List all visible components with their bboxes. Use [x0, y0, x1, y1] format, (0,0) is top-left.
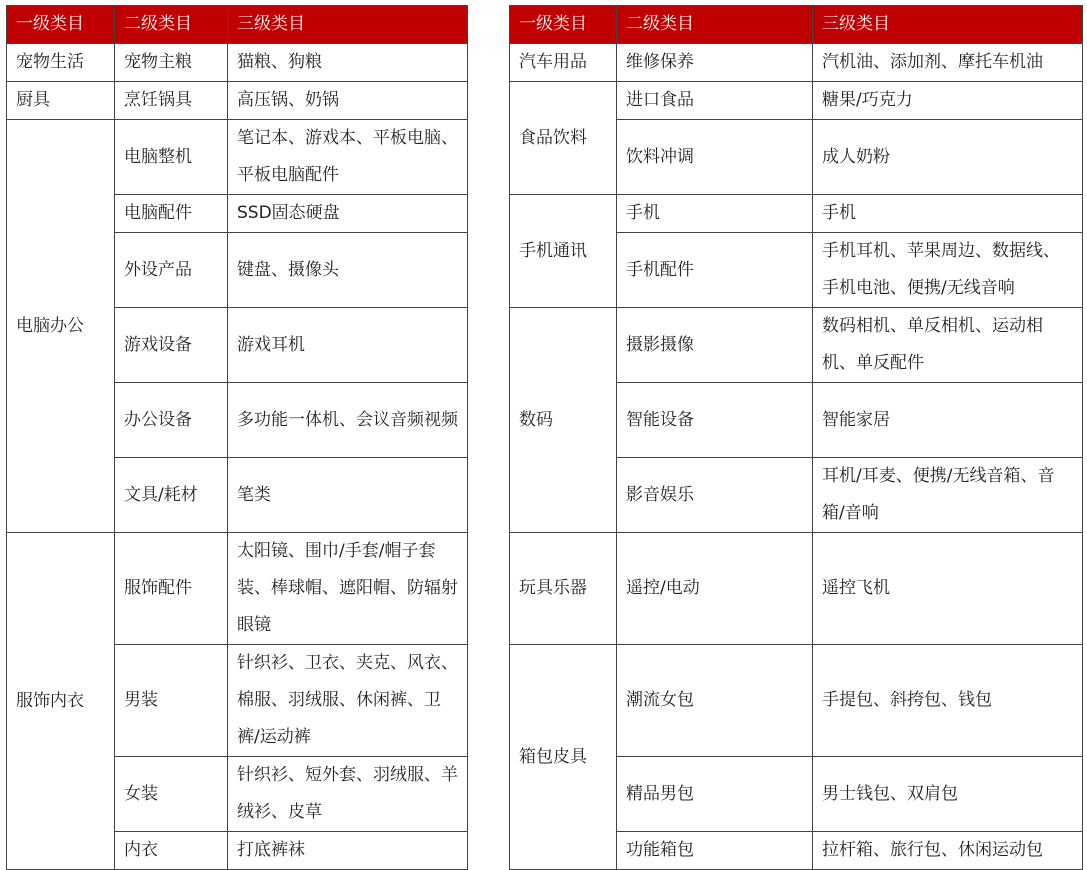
- level2-cell: 宠物主粮: [115, 44, 228, 82]
- level3-cell: 手机耳机、苹果周边、数据线、手机电池、便携/无线音响: [813, 233, 1083, 308]
- level2-cell: 内衣: [115, 832, 228, 870]
- category-table-left: [6, 5, 468, 870]
- table-row: [7, 533, 468, 645]
- level3-cell: 遥控飞机: [813, 533, 1083, 645]
- level3-cell: SSD固态硬盘: [228, 195, 468, 233]
- level3-cell: 耳机/耳麦、便携/无线音箱、音箱/音响: [813, 458, 1083, 533]
- category-table-right: [509, 5, 1083, 870]
- table-row: [510, 82, 1083, 120]
- table-row: [510, 645, 1083, 757]
- level3-cell: 糖果/巧克力: [813, 82, 1083, 120]
- header-level3: 三级类目: [228, 6, 468, 44]
- level2-cell: 潮流女包: [617, 645, 813, 757]
- level2-cell: 女装: [115, 757, 228, 832]
- table-row: [510, 533, 1083, 645]
- level3-cell: 多功能一体机、会议音频视频: [228, 383, 468, 458]
- table-row: [510, 308, 1083, 383]
- level1-cell: 电脑办公: [7, 120, 115, 533]
- header-level1: 一级类目: [7, 6, 115, 44]
- level1-cell: 汽车用品: [510, 44, 617, 82]
- level3-cell: 男士钱包、双肩包: [813, 757, 1083, 832]
- level3-cell: 猫粮、狗粮: [228, 44, 468, 82]
- level2-cell: 进口食品: [617, 82, 813, 120]
- table-row: [510, 44, 1083, 82]
- level2-cell: 烹饪锅具: [115, 82, 228, 120]
- level1-cell: 厨具: [7, 82, 115, 120]
- level1-cell: 玩具乐器: [510, 533, 617, 645]
- level3-cell: 高压锅、奶锅: [228, 82, 468, 120]
- level2-cell: 文具/耗材: [115, 458, 228, 533]
- level3-cell: 汽机油、添加剂、摩托车机油: [813, 44, 1083, 82]
- level3-cell: 键盘、摄像头: [228, 233, 468, 308]
- level1-cell: 食品饮料: [510, 82, 617, 195]
- level2-cell: 外设产品: [115, 233, 228, 308]
- level2-cell: 精品男包: [617, 757, 813, 832]
- level3-cell: 手机: [813, 195, 1083, 233]
- level2-cell: 摄影摄像: [617, 308, 813, 383]
- level3-cell: 针织衫、卫衣、夹克、风衣、棉服、羽绒服、休闲裤、卫裤/运动裤: [228, 645, 468, 757]
- level3-cell: 打底裤袜: [228, 832, 468, 870]
- level2-cell: 影音娱乐: [617, 458, 813, 533]
- level2-cell: 手机: [617, 195, 813, 233]
- level2-cell: 遥控/电动: [617, 533, 813, 645]
- table-row: [7, 44, 468, 82]
- level2-cell: 智能设备: [617, 383, 813, 458]
- header-level2: 二级类目: [115, 6, 228, 44]
- header-row: [7, 6, 468, 44]
- header-row: [510, 6, 1083, 44]
- level1-cell: 服饰内衣: [7, 533, 115, 870]
- header-level2: 二级类目: [617, 6, 813, 44]
- table-row: [510, 195, 1083, 233]
- level3-cell: 拉杆箱、旅行包、休闲运动包: [813, 832, 1083, 870]
- level1-cell: 箱包皮具: [510, 645, 617, 870]
- header-level1: 一级类目: [510, 6, 617, 44]
- level1-cell: 宠物生活: [7, 44, 115, 82]
- level2-cell: 男装: [115, 645, 228, 757]
- table-row: [7, 120, 468, 195]
- table-row: [7, 82, 468, 120]
- level3-cell: 笔类: [228, 458, 468, 533]
- level3-cell: 智能家居: [813, 383, 1083, 458]
- level3-cell: 太阳镜、围巾/手套/帽子套装、棒球帽、遮阳帽、防辐射眼镜: [228, 533, 468, 645]
- level3-cell: 笔记本、游戏本、平板电脑、平板电脑配件: [228, 120, 468, 195]
- level2-cell: 电脑配件: [115, 195, 228, 233]
- level2-cell: 饮料冲调: [617, 120, 813, 195]
- level3-cell: 数码相机、单反相机、运动相机、单反配件: [813, 308, 1083, 383]
- level2-cell: 手机配件: [617, 233, 813, 308]
- level1-cell: 手机通讯: [510, 195, 617, 308]
- level2-cell: 电脑整机: [115, 120, 228, 195]
- level2-cell: 游戏设备: [115, 308, 228, 383]
- level2-cell: 服饰配件: [115, 533, 228, 645]
- level3-cell: 针织衫、短外套、羽绒服、羊绒衫、皮草: [228, 757, 468, 832]
- level2-cell: 功能箱包: [617, 832, 813, 870]
- level1-cell: 数码: [510, 308, 617, 533]
- header-level3: 三级类目: [813, 6, 1083, 44]
- level2-cell: 办公设备: [115, 383, 228, 458]
- level2-cell: 维修保养: [617, 44, 813, 82]
- level3-cell: 手提包、斜挎包、钱包: [813, 645, 1083, 757]
- level3-cell: 成人奶粉: [813, 120, 1083, 195]
- level3-cell: 游戏耳机: [228, 308, 468, 383]
